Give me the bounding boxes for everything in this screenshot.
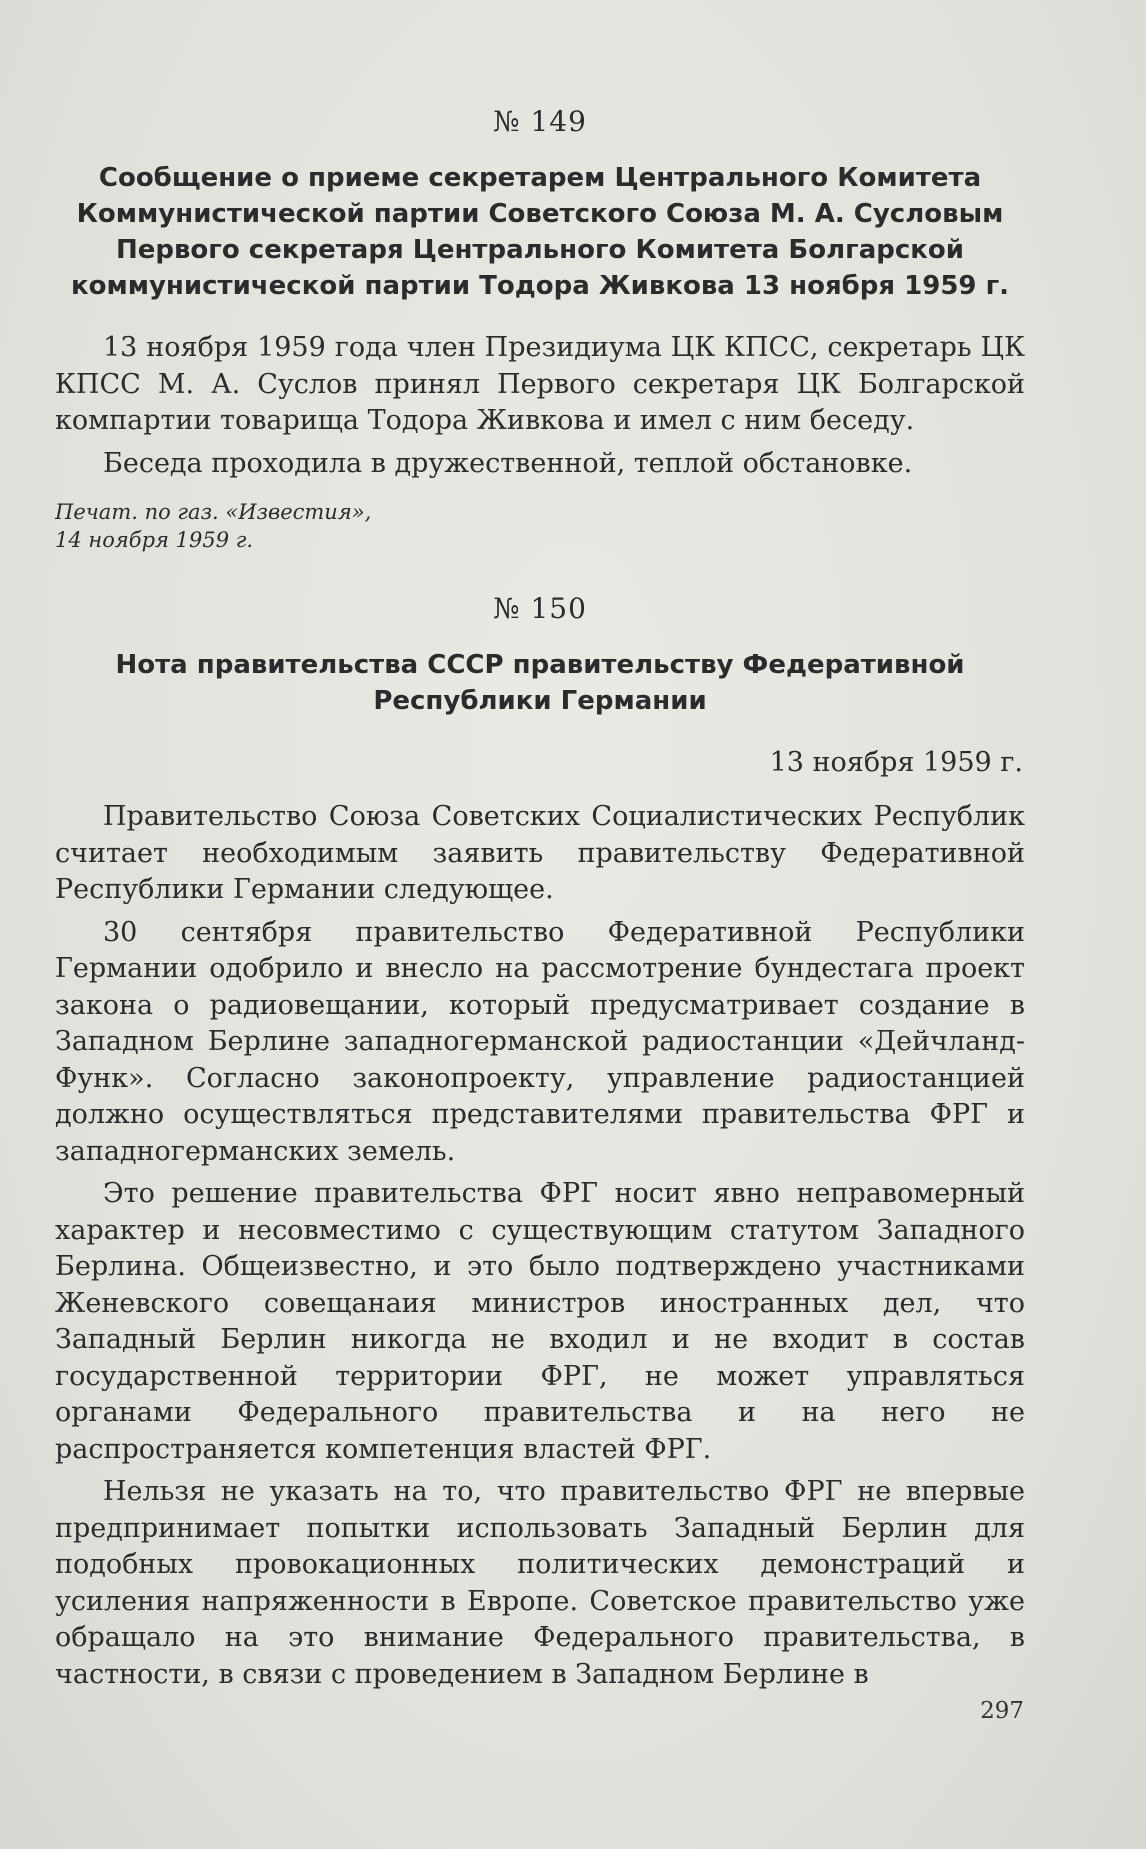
document-150 xyxy=(55,592,1025,1693)
source-citation xyxy=(55,498,1025,554)
document-title: Сообщение о приеме секретарем Центрального Комитета Коммунистической партии Советского Союза М. А. Сусловым Первого секретаря Центрального Комитета Болгарской коммунистической партии Тодора Живкова 13 ноября 1959 г. xyxy=(70,163,1010,301)
paragraph: 30 сентября правительство Федеративной Республики Германии одобрило и внесло на рассмотрение бундестага проект закона о радиовещании, который предусматривает создание в Западном Берлине западногерманской радиостанции «Дейчланд-Функ». Согласно законопроекту, управление радиостанцией должно осуществляться представителями правительства ФРГ и западногерманских земель. xyxy=(55,916,1025,1167)
page-content xyxy=(55,105,1025,1693)
document-number: № 150 xyxy=(493,592,587,625)
source-line: 14 ноября 1959 г. xyxy=(55,528,254,552)
document-date: 13 ноября 1959 г. xyxy=(769,747,1023,778)
paragraph: Это решение правительства ФРГ носит явно неправомерный характер и несовместимо с существующим статутом Западного Берлина. Общеизвестно, и это было подтверждено участниками Женевского совещанаия министров иностранных дел, что Западный Берлин никогда не входил и не входит в состав государственной территории ФРГ, не может управляться органами Федерального правительства и на него не распространяется компетенция властей ФРГ. xyxy=(55,1178,1025,1465)
document-number: № 149 xyxy=(493,105,587,138)
paragraph: 13 ноября 1959 года член Президиума ЦК КПСС, секретарь ЦК КПСС М. А. Суслов принял Первого секретаря ЦК Болгарской компартии товарища Тодора Живкова и имел с ним беседу. xyxy=(55,332,1025,436)
paragraph: Нельзя не указать на то, что правительство ФРГ не впервые предпринимает попытки использовать Западный Берлин для подобных провокационных политических демонстраций и усиления напряженности в Европе. Советское правительство уже обращало на это внимание Федерального правительства, в частности, в связи с проведением в Западном Берлине в xyxy=(55,1476,1025,1690)
page-number: 297 xyxy=(980,1698,1024,1724)
paragraph: Беседа проходила в дружественной, теплой обстановке. xyxy=(103,447,913,479)
source-line: Печат. по газ. «Известия», xyxy=(55,500,372,524)
paragraph: Правительство Союза Советских Социалистических Республик считает необходимым заявить правительству Федеративной Республики Германии следующее. xyxy=(55,801,1025,905)
document-149 xyxy=(55,105,1025,554)
document-title: Нота правительства СССР правительству Федеративной Республики Германии xyxy=(115,650,965,716)
